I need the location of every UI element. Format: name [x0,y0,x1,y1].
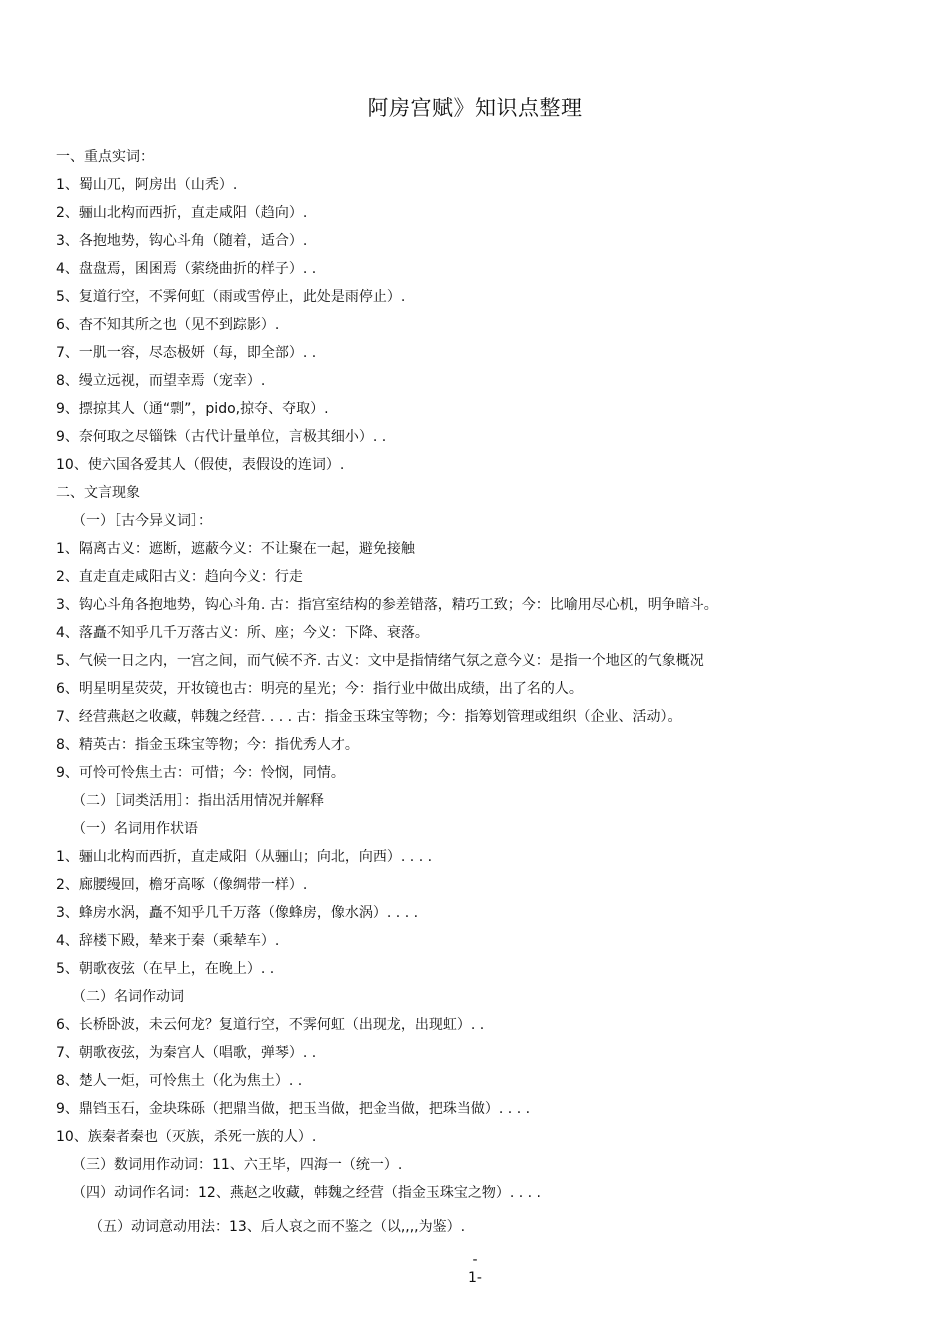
content-line: 6、杳不知其所之也（见不到踪影）. [56,317,280,333]
content-line: 4、盘盘焉，囷囷焉（萦绕曲折的样子）. . [56,261,317,277]
content-line: 4、落矗不知乎几千万落古义：所、座；今义：下降、衰落。 [56,625,429,641]
footer-dash: - [472,1252,478,1268]
subsection-heading: （四）动词作名词：12、燕赵之收藏，韩魏之经营（指金玉珠宝之物）. . . . [72,1185,541,1201]
content-line: 5、朝歌夜弦（在早上，在晚上）. . [56,961,275,977]
section-heading: 二、文言现象 [56,485,140,501]
content-line: 10、使六国各爱其人（假使，表假设的连词）. [56,457,345,473]
content-line: 7、朝歌夜弦，为秦宫人（唱歌，弹琴）. . [56,1045,317,1061]
subsection-heading: （五）动词意动用法：13、后人哀之而不鉴之（以,,,,为鉴）. [89,1219,466,1235]
subsection-heading: （二）名词作动词 [72,989,184,1005]
content-line: 5、气候一日之内，一宫之间，而气候不齐. 古义：文中是指情绪气氛之意今义：是指一个地区的气象概况 [56,653,704,669]
content-line: 3、钩心斗角各抱地势，钩心斗角. 古：指宫室结构的参差错落，精巧工致；今：比喻用尽心机，明争暗斗。 [56,597,718,613]
content-line: 3、蜂房水涡，矗不知乎几千万落（像蜂房，像水涡）. . . . [56,905,419,921]
content-line: 8、缦立远视，而望幸焉（宠幸）. [56,373,266,389]
content-line: 1、隔离古义：遮断，遮蔽今义：不让聚在一起，避免接触 [56,541,415,557]
content-line: 6、明星明星荧荧，开妆镜也古：明亮的星光；今：指行业中做出成绩，出了名的人。 [56,681,583,697]
content-line: 9、摽掠其人（通“剽”，pido,掠夺、夺取）. [56,401,329,417]
content-line: 9、可怜可怜焦土古：可惜；今：怜悯，同情。 [56,765,345,781]
content-line: 1、蜀山兀，阿房出（山秃）. [56,177,238,193]
content-line: 9、奈何取之尽锱铢（古代计量单位，言极其细小）. . [56,429,387,445]
page-number: 1- [468,1270,482,1286]
document-title: 阿房宫赋》知识点整理 [367,96,583,120]
content-line: 3、各抱地势，钩心斗角（随着，适合）. [56,233,308,249]
content-line: 10、族秦者秦也（灭族，杀死一族的人）. [56,1129,317,1145]
content-line: 2、骊山北构而西折，直走咸阳（趋向）. [56,205,308,221]
content-line: 2、直走直走咸阳古义：趋向今义：行走 [56,569,303,585]
content-line: 2、廊腰缦回，檐牙高啄（像绸带一样）. [56,877,308,893]
content-line: 1、骊山北构而西折，直走咸阳（从骊山；向北，向西）. . . . [56,849,433,865]
content-line: 4、辞楼下殿，辇来于秦（乘辇车）. [56,933,280,949]
subsection-heading: （一）名词用作状语 [72,821,198,837]
section-heading: 一、重点实词： [56,149,154,165]
document-body [56,143,916,1241]
subsection-heading: （一）［古今异义词］： [72,513,212,529]
content-line: 8、楚人一炬，可怜焦土（化为焦土）. . [56,1073,303,1089]
subsection-heading: （三）数词用作动词：11、六王毕，四海一（统一）. [72,1157,403,1173]
content-line: 7、经营燕赵之收藏，韩魏之经营. . . . 古：指金玉珠宝等物；今：指筹划管理或组织（企业、活动）。 [56,709,682,725]
content-line: 8、精英古：指金玉珠宝等物；今：指优秀人才。 [56,737,359,753]
subsection-heading: （二）［词类活用］：指出活用情况并解释 [72,793,324,809]
content-line: 9、鼎铛玉石，金块珠砾（把鼎当做，把玉当做，把金当做，把珠当做）. . . . [56,1101,531,1117]
content-line: 6、长桥卧波，未云何龙？复道行空，不霁何虹（出现龙，出现虹）. . [56,1017,485,1033]
content-line: 5、复道行空，不霁何虹（雨或雪停止，此处是雨停止）. [56,289,406,305]
content-line: 7、一肌一容，尽态极妍（每，即全部）. . [56,345,317,361]
